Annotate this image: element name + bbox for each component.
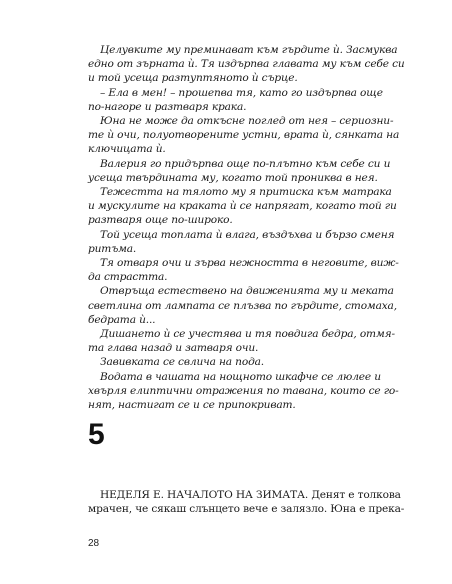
text-line: Водата в чашата на нощното шкафче се люлее и xyxy=(100,370,381,383)
text-line: ритъма. xyxy=(88,242,137,255)
text-line: мрачен, че сякаш слънцето вече е залязло. Юна е прека- xyxy=(88,503,405,516)
text-line: и той усеща разтуптяното ѝ сърце. xyxy=(88,72,298,85)
text-line: та глава назад и затваря очи. xyxy=(88,342,259,355)
text-line: хвърля елиптични отражения по тавана, които се го- xyxy=(88,384,399,397)
text-line: те ѝ очи, полуотворените устни, врата ѝ, сянката на xyxy=(88,129,400,142)
text-line: Завивката се свлича на пода. xyxy=(100,356,265,369)
text-line: Целувките му преминават към гърдите ѝ. Засмуква xyxy=(100,44,398,56)
text-line: Тежестта на тялото му я притиска към матрака xyxy=(100,186,392,199)
text-line: – Ела в мен! – прошепва тя, като го издърпва още xyxy=(100,86,383,99)
body-text xyxy=(88,43,405,412)
text-line: усеща твърдината му, когато той прониква в нея. xyxy=(88,171,378,184)
text-line: Дишането ѝ се учестява и тя повдига бедра, отмя- xyxy=(100,328,395,341)
text-line: НЕДЕЛЯ Е. НАЧАЛОТО НА ЗИМАТА. Денят е толкова xyxy=(100,489,401,501)
text-line: Валерия го придърпва още по-плътно към себе си и xyxy=(100,157,391,170)
text-line: по-нагоре и разтваря крака. xyxy=(88,100,247,113)
page-number: 28 xyxy=(88,538,100,549)
text-line: да страстта. xyxy=(88,271,168,284)
chapter-opening-text xyxy=(88,488,405,516)
text-line: ключицата ѝ. xyxy=(88,143,166,156)
text-line: Юна не може да откъсне поглед от нея – сериозни- xyxy=(100,115,394,128)
text-line: едно от зърната ѝ. Тя издърпва главата му към себе си xyxy=(88,58,405,71)
text-line: Отвръща естествено на движенията му и меката xyxy=(100,285,394,298)
text-line: бедрата ѝ... xyxy=(88,313,156,326)
text-line: Тя отваря очи и зърва нежността в неговите, виж- xyxy=(100,257,399,270)
text-line: и мускулите на краката ѝ се напрягат, когато той ги xyxy=(88,200,397,213)
text-line: светлина от лампата се плъзва по гърдите, стомаха, xyxy=(88,299,397,312)
text-line: разтваря още по-широко. xyxy=(88,214,233,227)
text-line: Той усеща топлата ѝ влага, въздъхва и бързо сменя xyxy=(100,228,395,241)
chapter-number: 5 xyxy=(88,418,105,451)
text-line: нят, настигат се и се припокриват. xyxy=(88,399,296,412)
